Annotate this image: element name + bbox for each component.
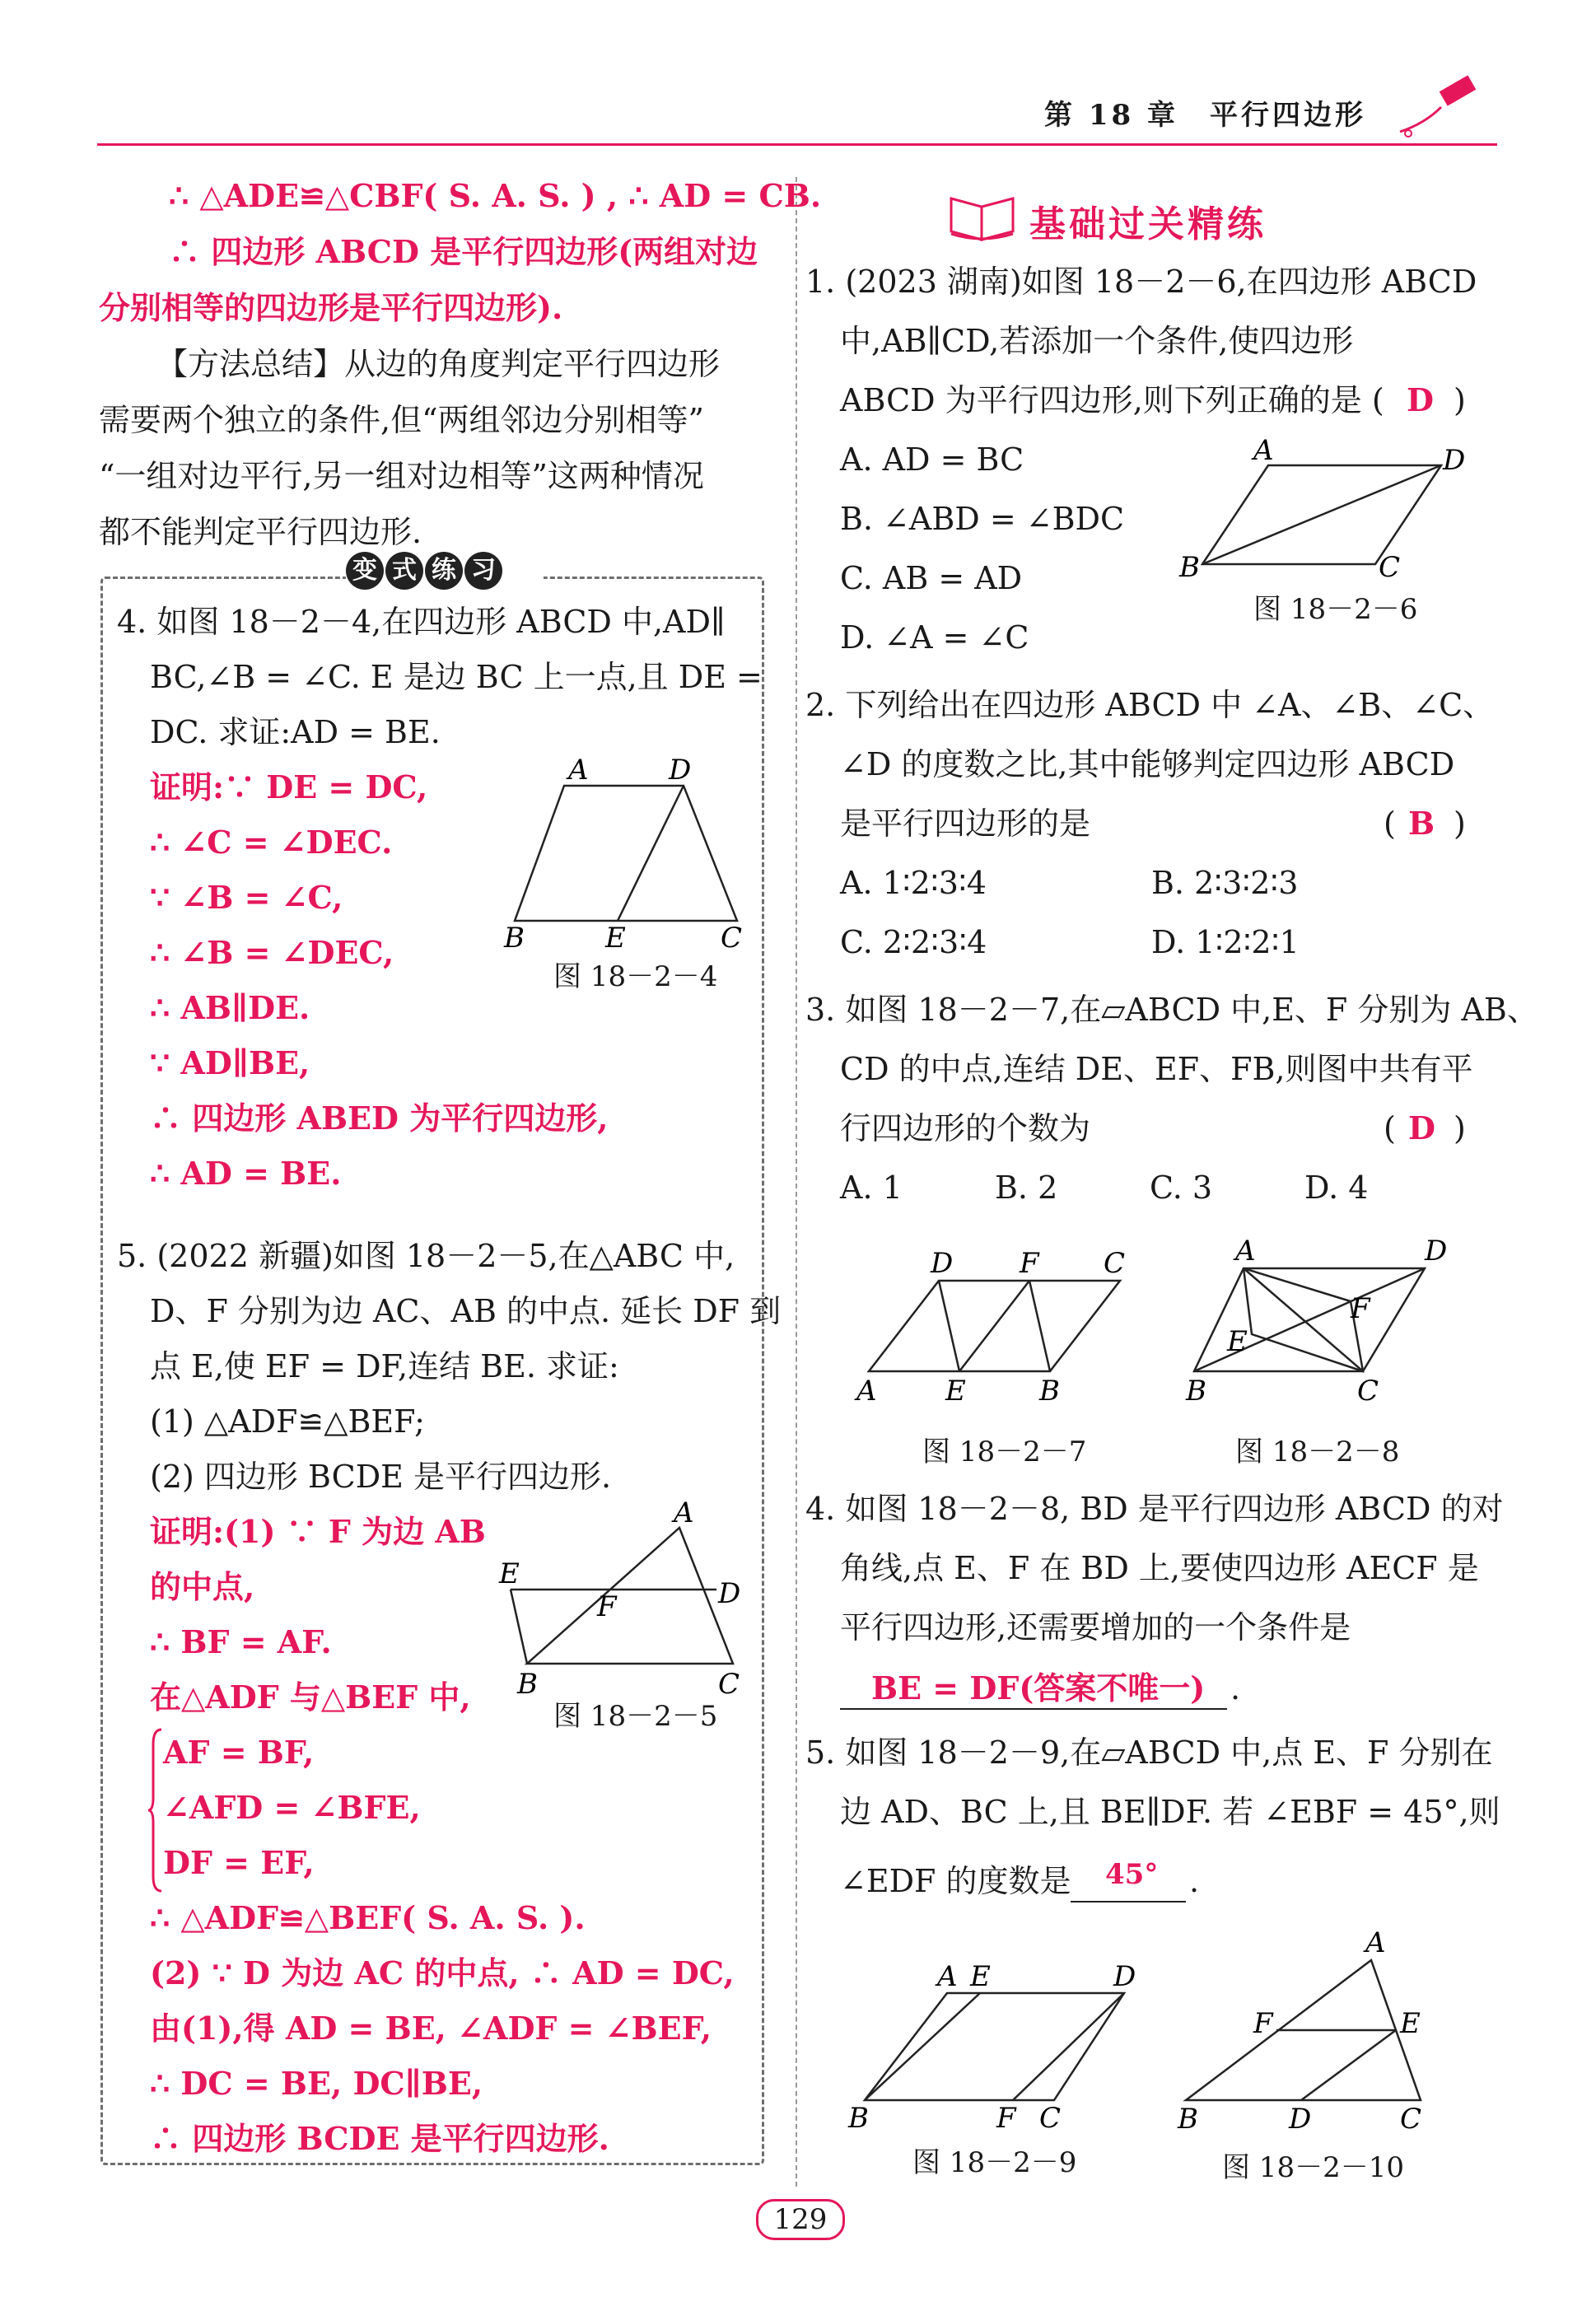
fig8-label: F: [1351, 1292, 1370, 1325]
fig7-label: F: [1020, 1247, 1039, 1280]
q5-proof-1: 证明:(1) ∵ F 为边 AB: [150, 1513, 486, 1550]
q5-text-5: (2) 四边形 BCDE 是平行四边形.: [150, 1459, 612, 1495]
q4-proof-6: ∵ AD∥BE,: [150, 1044, 310, 1081]
fig7-label: B: [1039, 1375, 1060, 1408]
q5-proof-10: 由(1),得 AD = BE, ∠ADF = ∠BEF,: [150, 2010, 712, 2047]
fig10-label: C: [1400, 2103, 1422, 2136]
r-q1-opt-b: B. ∠ABD = ∠BDC: [840, 501, 1125, 537]
q5-proof-4: 在△ADF 与△BEF 中,: [150, 1678, 471, 1716]
intro-line-1: ∴ △ADE≌△CBF( S. A. S. ) , ∴ AD = CB.: [169, 177, 822, 214]
fig9-label: C: [1039, 2102, 1062, 2135]
r-q2-opt-b: B. 2∶3∶2∶3: [1151, 865, 1299, 901]
r-q3-text-2: CD 的中点,连结 DE、EF、FB,则图中共有平: [840, 1051, 1473, 1087]
q5-proof-6: ∠AFD = ∠BFE,: [163, 1789, 421, 1826]
caption-18-2-9: 图 18－2－9: [912, 2146, 1077, 2179]
fig5-label: D: [718, 1577, 741, 1610]
fig4-label: D: [669, 754, 692, 787]
r-q1-opt-a: A. AD = BC: [840, 441, 1024, 478]
q5-proof-7: DF = EF,: [163, 1844, 315, 1881]
fig7-label: D: [931, 1247, 954, 1280]
summary-line-2: 需要两个独立的条件,但“两组邻边分别相等”: [99, 402, 704, 438]
fig9-label: B: [848, 2102, 869, 2135]
q5-text-3: 点 E,使 EF = DF,连结 BE. 求证:: [150, 1348, 619, 1384]
q5-proof-3: ∴ BF = AF.: [150, 1623, 332, 1660]
r-q3-opt-a: A. 1: [840, 1170, 903, 1206]
banner-title: 基础过关精练: [1029, 203, 1267, 245]
q5-proof-12: ∴ 四边形 BCDE 是平行四边形.: [150, 2120, 609, 2157]
r-q3-opt-b: B. 2: [995, 1170, 1058, 1206]
r-q3-text-3: 行四边形的个数为: [840, 1110, 1091, 1146]
caption-18-2-6: 图 18－2－6: [1253, 593, 1418, 626]
figure-18-2-8: [1186, 1235, 1458, 1408]
fig6-label: C: [1379, 551, 1401, 584]
fig5-label: B: [517, 1668, 538, 1701]
r-q1-text-1: 1. (2023 湖南)如图 18－2－6,在四边形 ABCD: [805, 264, 1477, 300]
r-q3-opt-d: D. 4: [1304, 1170, 1369, 1206]
fig8-label: A: [1235, 1235, 1256, 1268]
fig6-label: B: [1179, 551, 1200, 584]
q4-text-2: BC,∠B = ∠C. E 是边 BC 上一点,且 DE =: [150, 659, 763, 695]
fig9-label: A: [937, 1960, 958, 1993]
r-q2-text-2: ∠D 的度数之比,其中能够判定四边形 ABCD: [840, 746, 1455, 782]
fig4-label: E: [605, 922, 626, 955]
column-separator: [796, 177, 797, 2187]
r-q3-opt-c: C. 3: [1150, 1170, 1213, 1206]
caption-18-2-7: 图 18－2－7: [922, 1436, 1087, 1468]
figure-18-2-9: [848, 1960, 1145, 2135]
fig8-label: B: [1186, 1375, 1206, 1408]
r-q4-text-1: 4. 如图 18－2－8, BD 是平行四边形 ABCD 的对: [805, 1491, 1504, 1527]
fig10-label: A: [1365, 1926, 1386, 1959]
r-q3-paren-open: (: [1384, 1110, 1396, 1146]
pen-decoration-icon: [1392, 74, 1491, 140]
q5-text-1: 5. (2022 新疆)如图 18－2－5,在△ABC 中,: [117, 1238, 735, 1274]
q4-proof-3: ∵ ∠B = ∠C,: [150, 879, 343, 916]
badge-char: 练: [425, 552, 463, 590]
fig10-label: E: [1400, 2007, 1421, 2040]
fig9-label: D: [1113, 1960, 1136, 1993]
r-q1-opt-c: C. AB = AD: [840, 560, 1023, 596]
fig5-label: A: [674, 1496, 694, 1529]
r-q1-paren: ): [1454, 382, 1466, 418]
r-q2-text-3: 是平行四边形的是: [840, 805, 1091, 842]
book-icon: [947, 186, 1021, 244]
r-q5-text-2: 边 AD、BC 上,且 BE∥DF. 若 ∠EBF = 45°,则: [840, 1794, 1500, 1830]
fig8-label: C: [1357, 1375, 1379, 1408]
q4-text-3: DC. 求证:AD = BE.: [150, 714, 441, 750]
caption-18-2-4: 图 18－2－4: [553, 960, 718, 993]
q5-proof-2: 的中点,: [150, 1568, 255, 1605]
summary-line-1: 【方法总结】从边的角度判定平行四边形: [156, 346, 721, 382]
fig5-label: C: [718, 1668, 740, 1701]
badge-char: 变: [346, 552, 384, 590]
caption-18-2-10: 图 18－2－10: [1222, 2151, 1404, 2184]
r-q4-text-3: 平行四边形,还需要增加的一个条件是: [840, 1609, 1351, 1646]
r-q2-answer: B: [1408, 805, 1435, 842]
caption-18-2-8: 图 18－2－8: [1235, 1436, 1400, 1468]
fig4-label: A: [568, 754, 589, 787]
badge-char: 习: [464, 552, 502, 590]
r-q1-answer: D: [1407, 381, 1434, 418]
r-q2-paren-open: (: [1384, 805, 1396, 842]
q5-proof-8: ∴ △ADF≌△BEF( S. A. S. ).: [150, 1899, 586, 1936]
summary-line-3: “一组对边平行,另一组对边相等”这两种情况: [99, 458, 704, 494]
r-q1-opt-d: D. ∠A = ∠C: [840, 619, 1029, 656]
fig5-label: E: [499, 1557, 520, 1590]
fig8-label: D: [1425, 1235, 1448, 1268]
fig10-label: B: [1178, 2103, 1198, 2136]
r-q4-answer: BE = DF(答案不唯一): [871, 1669, 1206, 1706]
chapter-title: 第 18 章 平行四边形: [1044, 99, 1366, 132]
r-q2-opt-d: D. 1∶2∶2∶1: [1151, 924, 1300, 960]
r-q5-answer-blank: [1071, 1901, 1186, 1902]
fig9-label: F: [996, 2102, 1016, 2135]
section-banner: [947, 183, 1309, 249]
r-q4-end: .: [1230, 1670, 1241, 1706]
header-rule: [97, 143, 1497, 146]
r-q2-paren-close: ): [1454, 805, 1466, 842]
r-q2-opt-a: A. 1∶2∶3∶4: [840, 865, 987, 901]
fig7-label: C: [1104, 1247, 1126, 1280]
r-q5-text-3: ∠EDF 的度数是: [840, 1863, 1071, 1899]
variant-practice-badge: [346, 552, 544, 595]
intro-line-3: 分别相等的四边形是平行四边形).: [99, 289, 563, 326]
q4-proof-4: ∴ ∠B = ∠DEC,: [150, 934, 394, 971]
r-q3-answer: D: [1408, 1109, 1435, 1146]
q4-proof-7: ∴ 四边形 ABED 为平行四边形,: [150, 1099, 609, 1137]
r-q3-text-1: 3. 如图 18－2－7,在▱ABCD 中,E、F 分别为 AB、: [805, 992, 1538, 1028]
r-q1-text-2: 中,AB∥CD,若添加一个条件,使四边形: [840, 323, 1354, 359]
r-q1-text-3: ABCD 为平行四边形,则下列正确的是 (: [840, 382, 1384, 418]
figure-18-2-10: [1178, 1926, 1449, 2136]
r-q5-answer: 45°: [1105, 1858, 1159, 1891]
r-q2-opt-c: C. 2∶2∶3∶4: [840, 924, 987, 960]
q4-text-1: 4. 如图 18－2－4,在四边形 ABCD 中,AD∥: [117, 604, 726, 640]
page-number: 129: [756, 2199, 845, 2240]
fig4-label: C: [721, 922, 743, 955]
fig9-label: E: [970, 1960, 991, 1993]
fig7-label: E: [945, 1375, 966, 1408]
q5-proof-11: ∴ DC = BE, DC∥BE,: [150, 2065, 483, 2102]
figure-18-2-6: [1178, 434, 1474, 584]
figure-18-2-4: [494, 749, 758, 955]
q5-text-4: (1) △ADF≌△BEF;: [150, 1403, 425, 1440]
r-q5-text-1: 5. 如图 18－2－9,在▱ABCD 中,点 E、F 分别在: [805, 1734, 1493, 1771]
q5-text-2: D、F 分别为边 AC、AB 的中点. 延长 DF 到: [150, 1293, 782, 1329]
fig4-label: B: [504, 922, 525, 955]
fig6-label: A: [1253, 434, 1274, 467]
fig7-label: A: [856, 1375, 877, 1408]
figure-18-2-7: [856, 1248, 1136, 1412]
r-q3-paren-close: ): [1454, 1110, 1466, 1146]
q4-proof-8: ∴ AD = BE.: [150, 1155, 342, 1192]
fig10-label: F: [1253, 2007, 1273, 2040]
r-q2-text-1: 2. 下列给出在四边形 ABCD 中 ∠A、∠B、∠C、: [805, 687, 1495, 723]
r-q4-text-2: 角线,点 E、F 在 BD 上,要使四边形 AECF 是: [840, 1550, 1479, 1586]
intro-line-2: ∴ 四边形 ABCD 是平行四边形(两组对边: [169, 233, 758, 270]
r-q4-answer-blank: [840, 1708, 1227, 1710]
q4-proof-5: ∴ AB∥DE.: [150, 989, 310, 1026]
q5-proof-5: AF = BF,: [163, 1734, 315, 1771]
r-q5-end: .: [1189, 1863, 1200, 1899]
q4-proof-2: ∴ ∠C = ∠DEC.: [150, 824, 393, 861]
caption-18-2-5: 图 18－2－5: [553, 1700, 718, 1733]
summary-line-4: 都不能判定平行四边形.: [99, 514, 422, 550]
q5-proof-9: (2) ∵ D 为边 AC 的中点, ∴ AD = DC,: [150, 1954, 735, 1991]
brace-icon: [148, 1728, 165, 1893]
fig6-label: D: [1443, 444, 1466, 477]
fig8-label: E: [1227, 1325, 1248, 1358]
figure-18-2-5: [494, 1496, 758, 1701]
q4-proof-1: 证明:∵ DE = DC,: [150, 768, 428, 805]
fig5-label: F: [597, 1590, 617, 1623]
fig10-label: D: [1289, 2103, 1312, 2136]
badge-char: 式: [385, 552, 423, 590]
